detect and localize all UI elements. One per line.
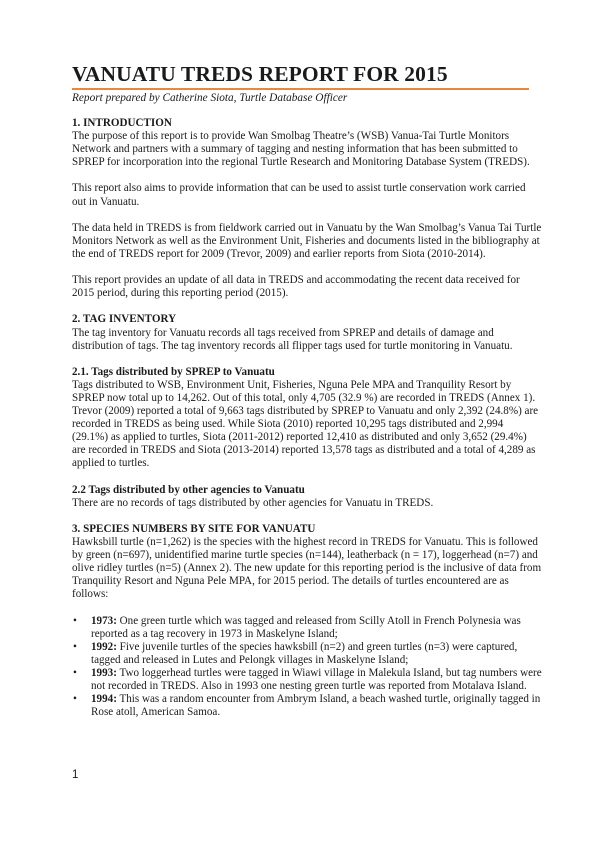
encounter-list [72, 615, 542, 720]
section-tags-sprep [72, 366, 542, 471]
section-tag-inventory [72, 313, 542, 352]
report-subtitle: Report prepared by Catherine Siota, Turtle Database Officer [72, 92, 348, 104]
list-item [72, 641, 542, 667]
list-item-text: Two loggerhead turtles were tagged in Wiawi village in Malekula Island, but tag numbers were not recorded in TREDS. Also in 1993 one nesting green turtle was reported from Motalava Island. [91, 666, 542, 693]
list-item-text: One green turtle which was tagged and released from Scilly Atoll in French Polynesia was reported as a tag recovery in 1973 in Maskelyne Island; [91, 614, 521, 640]
paragraph: This report provides an update of all data in TREDS and accommodating the recent data received for 2015 period, during this reporting period (2015). [72, 274, 520, 300]
bullet-icon: • [73, 693, 77, 706]
section-heading: 2.1. Tags distributed by SPREP to Vanuatu [72, 365, 275, 378]
paragraph: The tag inventory for Vanuatu records all tags received from SPREP and details of damage and distribution of tags. The tag inventory records all flipper tags used for turtle monitoring in Vanuatu. [72, 326, 513, 352]
bullet-icon: • [73, 614, 77, 627]
paragraph: Tags distributed to WSB, Environment Unit, Fisheries, Nguna Pele MPA and Tranquility Resort by SPREP now total up to 14,262. Out of this total, only 4,705 (32.9 %) are recorded in TREDS (Annex 1). Trevor (2009) reported a total of 9,663 tags distributed by SPREP to Vanuatu and only 2,392 (24.8%) are recorded in TREDS as being used. While Siota (2010) reported 10,295 tags distributed and 2,994 (29.1%) as applied to turtles, Siota (2011-2012) reported 12,410 as distributed and only 3,652 (29.4%) are recorded in TREDS and Siota (2013-2014) reported 13,578 tags as distributed and a total of 4,289 as applied to turtles. [72, 378, 539, 470]
list-item [72, 667, 542, 693]
list-item-year: 1994: [91, 693, 117, 706]
section-tags-other [72, 484, 542, 510]
page-number: 1 [72, 769, 79, 781]
list-item-year: 1992: [91, 640, 117, 653]
list-item [72, 615, 542, 641]
list-item-text: Five juvenile turtles of the species hawksbill (n=2) and green turtles (n=3) were captured, tagged and released in Lutes and Pelongk villages in Maskelyne Island; [91, 640, 518, 666]
list-item-text: This was a random encounter from Ambrym Island, a beach washed turtle, originally tagged in Rose atoll, American Samoa. [91, 693, 541, 719]
section-heading: 2.2 Tags distributed by other agencies to Vanuatu [72, 483, 305, 496]
title-underline [72, 88, 529, 90]
document-body [72, 117, 542, 732]
list-item-year: 1973: [91, 614, 117, 627]
paragraph: The data held in TREDS is from fieldwork carried out in Vanuatu by the Wan Smolbag’s Vanua Tai Turtle Monitors Network as well as the Environment Unit, Fisheries and documents listed in the bibliography at the end of TREDS report for 2009 (Trevor, 2009) and earlier reports from Siota (2010-2014). [72, 221, 542, 260]
list-item [72, 693, 542, 719]
bullet-icon: • [73, 640, 77, 653]
section-heading: 1. INTRODUCTION [72, 117, 172, 129]
section-heading: 3. SPECIES NUMBERS BY SITE FOR VANUATU [72, 522, 316, 535]
section-heading: 2. TAG INVENTORY [72, 313, 177, 326]
bullet-icon: • [73, 666, 77, 679]
section-species [72, 523, 542, 719]
list-item-year: 1993: [91, 666, 117, 679]
section-introduction [72, 117, 542, 300]
paragraph: The purpose of this report is to provide Wan Smolbag Theatre’s (WSB) Vanua-Tai Turtle Monitors Network and partners with a summary of tagging and nesting information that has been submitted to SPREP for incorporation into the regional Turtle Research and Monitoring Database System (TREDS). [72, 130, 530, 169]
report-title: VANUATU TREDS REPORT FOR 2015 [72, 62, 448, 86]
paragraph: This report also aims to provide information that can be used to assist turtle conservation work carried out in Vanuatu. [72, 182, 526, 208]
paragraph: There are no records of tags distributed by other agencies for Vanuatu in TREDS. [72, 496, 434, 509]
paragraph: Hawksbill turtle (n=1,262) is the species with the highest record in TREDS for Vanuatu. This is followed by green (n=697), unidentified marine turtle species (n=144), leatherback (n = 17), loggerhead (n=7) and olive ridley turtles (n=5) (Annex 2). The new update for this reporting period is the inclusive of data from Tranquility Resort and Nguna Pele MPA, for 2015 period. The details of turtles encountered are as follows: [72, 536, 542, 601]
